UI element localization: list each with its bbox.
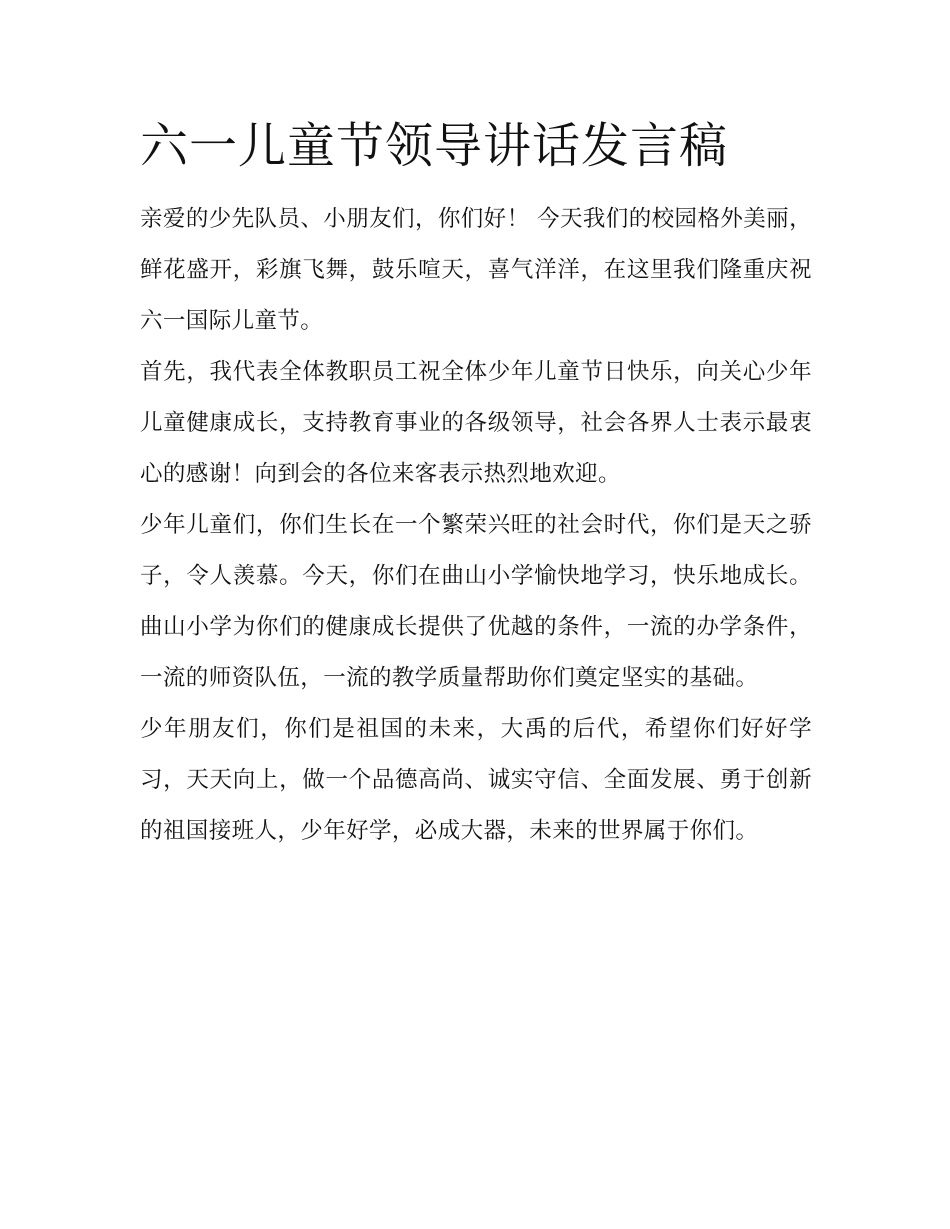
paragraph-hope: 少年朋友们，你们是祖国的未来，大禹的后代，希望你们好好学习，天天向上，做一个品德高尚、诚实守信、全面发展、勇于创新的祖国接班人，少年好学，必成大器，未来的世界属于你们。 — [140, 716, 812, 844]
document-page — [140, 112, 812, 857]
document-title: 六一儿童节领导讲话发言稿 — [140, 118, 729, 174]
paragraph-school: 少年儿童们，你们生长在一个繁荣兴旺的社会时代，你们是天之骄子，令人羡慕。今天，你们在曲山小学愉快地学习，快乐地成长。曲山小学为你们的健康成长提供了优越的条件，一流的办学条件，一流的师资队伍，一流的教学质量帮助你们奠定坚实的基础。 — [140, 512, 812, 691]
document-body — [140, 194, 812, 857]
paragraph-thanks: 首先，我代表全体教职员工祝全体少年儿童节日快乐，向关心少年儿童健康成长，支持教育事业的各级领导，社会各界人士表示最衷心的感谢！向到会的各位来客表示热烈地欢迎。 — [140, 359, 812, 487]
paragraph-greeting: 亲爱的少先队员、小朋友们，你们好！ 今天我们的校园格外美丽，鲜花盛开，彩旗飞舞，鼓乐喧天，喜气洋洋，在这里我们隆重庆祝六一国际儿童节。 — [140, 206, 812, 334]
